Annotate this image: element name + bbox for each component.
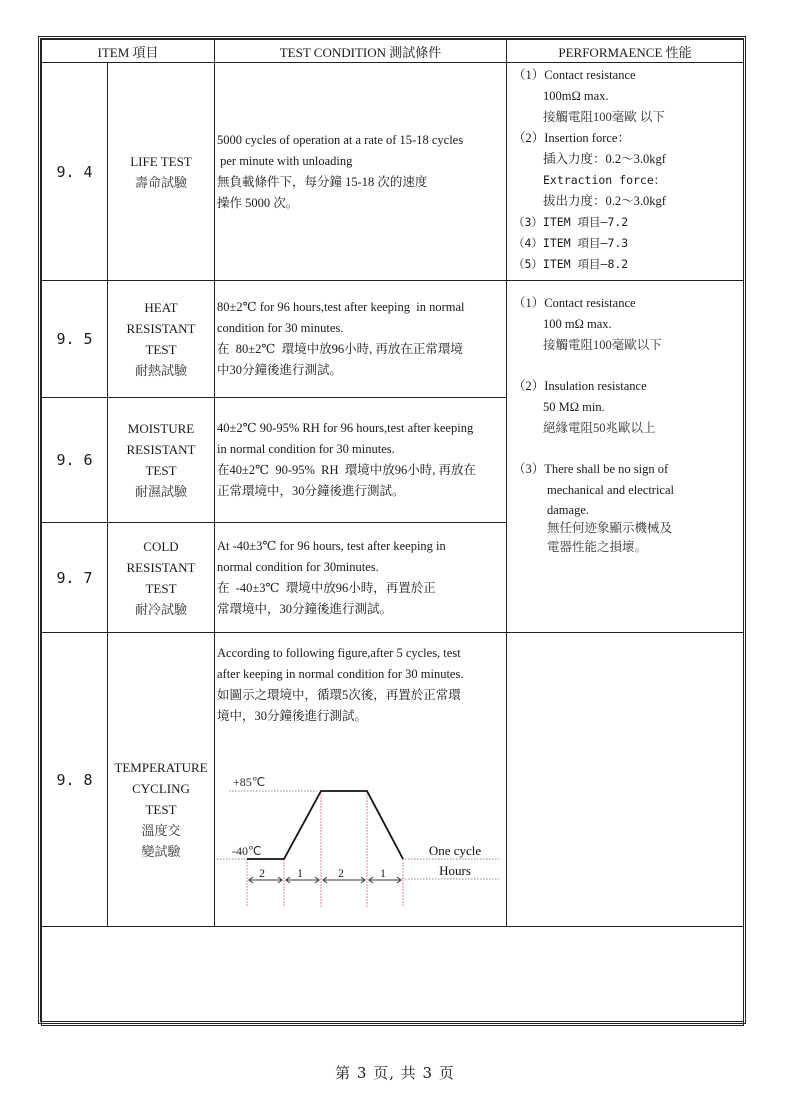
perf-line: （1）Contact resistance bbox=[513, 68, 636, 82]
condition-line: 操作 5000 次。 bbox=[217, 195, 299, 210]
item-name-en: MOISTURE bbox=[127, 421, 195, 436]
duration-arrows bbox=[249, 877, 401, 883]
perf-line: 100 mΩ max. bbox=[543, 317, 612, 331]
item-name-cn: 耐濕試驗 bbox=[134, 484, 187, 499]
condition-line: 在 -40±3℃ 環境中放96小時，再置於正 bbox=[217, 580, 436, 595]
item-name-en: TEST bbox=[145, 342, 177, 357]
condition-line: 境中，30分鐘後進行測試。 bbox=[217, 709, 368, 723]
test-condition bbox=[215, 633, 507, 927]
item-name bbox=[108, 281, 215, 398]
performance-life bbox=[507, 63, 744, 281]
item-name-en: RESISTANT bbox=[126, 442, 196, 457]
segment-label: 2 bbox=[259, 866, 265, 880]
condition-line: 5000 cycles of operation at a rate of 15-18 cycles bbox=[217, 132, 464, 147]
item-number: 9. 5 bbox=[42, 281, 108, 398]
table-row bbox=[42, 63, 744, 281]
item-name bbox=[108, 398, 215, 523]
temperature-cycle-figure bbox=[217, 769, 507, 909]
segment-label: 1 bbox=[380, 866, 386, 880]
perf-line: 插入力度：0.2～3.0kgf bbox=[543, 152, 666, 166]
table-header-row bbox=[42, 40, 744, 63]
one-cycle-label: One cycle bbox=[428, 843, 482, 858]
hours-label: Hours bbox=[439, 863, 471, 878]
item-number: 9. 8 bbox=[42, 633, 108, 927]
segment-guides bbox=[247, 791, 403, 907]
condition-line: 80±2℃ for 96 hours,test after keeping in normal bbox=[217, 300, 465, 314]
condition-line: 無負載條件下，每分鐘 15-18 次的速度 bbox=[217, 174, 428, 189]
perf-line: 拔出力度：0.2～3.0kgf bbox=[543, 194, 666, 208]
item-name-cn: 壽命試驗 bbox=[134, 174, 187, 190]
test-condition bbox=[215, 398, 507, 523]
condition-line: 中30分鐘後進行測試。 bbox=[217, 363, 343, 377]
item-name-en: RESISTANT bbox=[126, 559, 196, 575]
spec-table bbox=[41, 39, 744, 1026]
segment-label: 1 bbox=[297, 866, 303, 880]
item-name-en: TEST bbox=[145, 463, 177, 478]
condition-line: after keeping in normal condition for 30 minutes. bbox=[217, 667, 464, 681]
item-name bbox=[108, 523, 215, 633]
condition-line: 在40±2℃ 90-95% RH 環境中放96小時, 再放在 bbox=[217, 463, 477, 477]
item-name bbox=[108, 63, 215, 281]
blank-row bbox=[42, 927, 744, 1026]
condition-line: According to following figure,after 5 cycles, test bbox=[217, 646, 461, 660]
header-condition: TEST CONDITION 測試條件 bbox=[215, 40, 507, 63]
condition-line: At -40±3℃ for 96 hours, test after keeping in bbox=[217, 538, 446, 553]
perf-line: （3）There shall be no sign of bbox=[513, 462, 669, 476]
table-row bbox=[42, 633, 744, 927]
item-number: 9. 7 bbox=[42, 523, 108, 633]
test-condition bbox=[215, 63, 507, 281]
test-condition bbox=[215, 281, 507, 398]
item-name-cn: 變試驗 bbox=[141, 844, 181, 859]
condition-line: in normal condition for 30 minutes. bbox=[217, 442, 395, 456]
perf-line: （2）Insertion force： bbox=[513, 131, 630, 145]
perf-line: （1）Contact resistance bbox=[513, 296, 636, 310]
condition-line: 在 80±2℃ 環境中放96小時, 再放在正常環境 bbox=[217, 342, 463, 356]
perf-line: 100mΩ max. bbox=[543, 89, 609, 103]
table-row bbox=[42, 281, 744, 398]
test-condition bbox=[215, 523, 507, 633]
item-name-en: TEST bbox=[145, 580, 177, 596]
page-footer: 第 3 页, 共 3 页 bbox=[335, 1064, 455, 1082]
perf-line: 50 MΩ min. bbox=[543, 400, 605, 414]
cycle-profile bbox=[247, 791, 403, 859]
segment-label: 2 bbox=[338, 866, 344, 880]
condition-line: condition for 30 minutes. bbox=[217, 321, 344, 335]
item-name-en: LIFE TEST bbox=[130, 153, 192, 169]
item-name-en: TEMPERATURE bbox=[114, 760, 208, 775]
header-item: ITEM 項目 bbox=[42, 40, 215, 63]
item-name-cn: 溫度交 bbox=[141, 823, 181, 838]
item-name bbox=[108, 633, 215, 927]
item-name-en: CYCLING bbox=[132, 781, 190, 796]
item-number: 9. 4 bbox=[42, 63, 108, 281]
item-number: 9. 6 bbox=[42, 398, 108, 523]
perf-line: 電器性能之損壞。 bbox=[547, 540, 648, 554]
perf-line: （3）ITEM 項目—7.2 bbox=[513, 215, 629, 229]
blank-cell bbox=[42, 927, 744, 1026]
perf-line: 無任何迹象顯示機械及 bbox=[547, 521, 673, 535]
perf-line: （5）ITEM 項目—8.2 bbox=[513, 257, 629, 271]
condition-line: 40±2℃ 90-95% RH for 96 hours,test after keeping bbox=[217, 421, 474, 435]
item-name-en: TEST bbox=[145, 802, 177, 817]
item-name-en: RESISTANT bbox=[126, 321, 196, 336]
perf-line: （2）Insulation resistance bbox=[513, 379, 647, 393]
performance-empty bbox=[507, 633, 744, 927]
perf-line: damage. bbox=[547, 503, 589, 517]
performance-environmental bbox=[507, 281, 744, 633]
condition-line: 正常環境中，30分鐘後進行測試。 bbox=[217, 484, 405, 498]
perf-line: Extraction force： bbox=[543, 173, 666, 187]
condition-line: 常環境中，30分鐘後進行測試。 bbox=[217, 601, 393, 616]
item-name-cn: 耐熱試驗 bbox=[134, 363, 187, 378]
item-name-cn: 耐冷試驗 bbox=[134, 601, 187, 617]
condition-line: normal condition for 30minutes. bbox=[217, 559, 379, 574]
perf-line: 接觸電阻100毫歐以下 bbox=[543, 338, 662, 352]
header-performance: PERFORMAENCE 性能 bbox=[507, 40, 744, 63]
perf-line: mechanical and electrical bbox=[547, 483, 675, 497]
perf-line: （4）ITEM 項目—7.3 bbox=[513, 236, 629, 250]
perf-line: 接觸電阻100毫歐 以下 bbox=[543, 110, 665, 124]
high-temp-label: +85℃ bbox=[233, 775, 266, 789]
item-name-en: HEAT bbox=[144, 300, 178, 315]
low-temp-label: -40℃ bbox=[232, 844, 262, 858]
item-name-en: COLD bbox=[143, 538, 179, 554]
condition-line: per minute with unloading bbox=[217, 153, 353, 168]
condition-line: 如圖示之環境中，循環5次後，再置於正常環 bbox=[217, 688, 461, 702]
perf-line: 絕緣電阻50兆歐以上 bbox=[543, 421, 656, 435]
